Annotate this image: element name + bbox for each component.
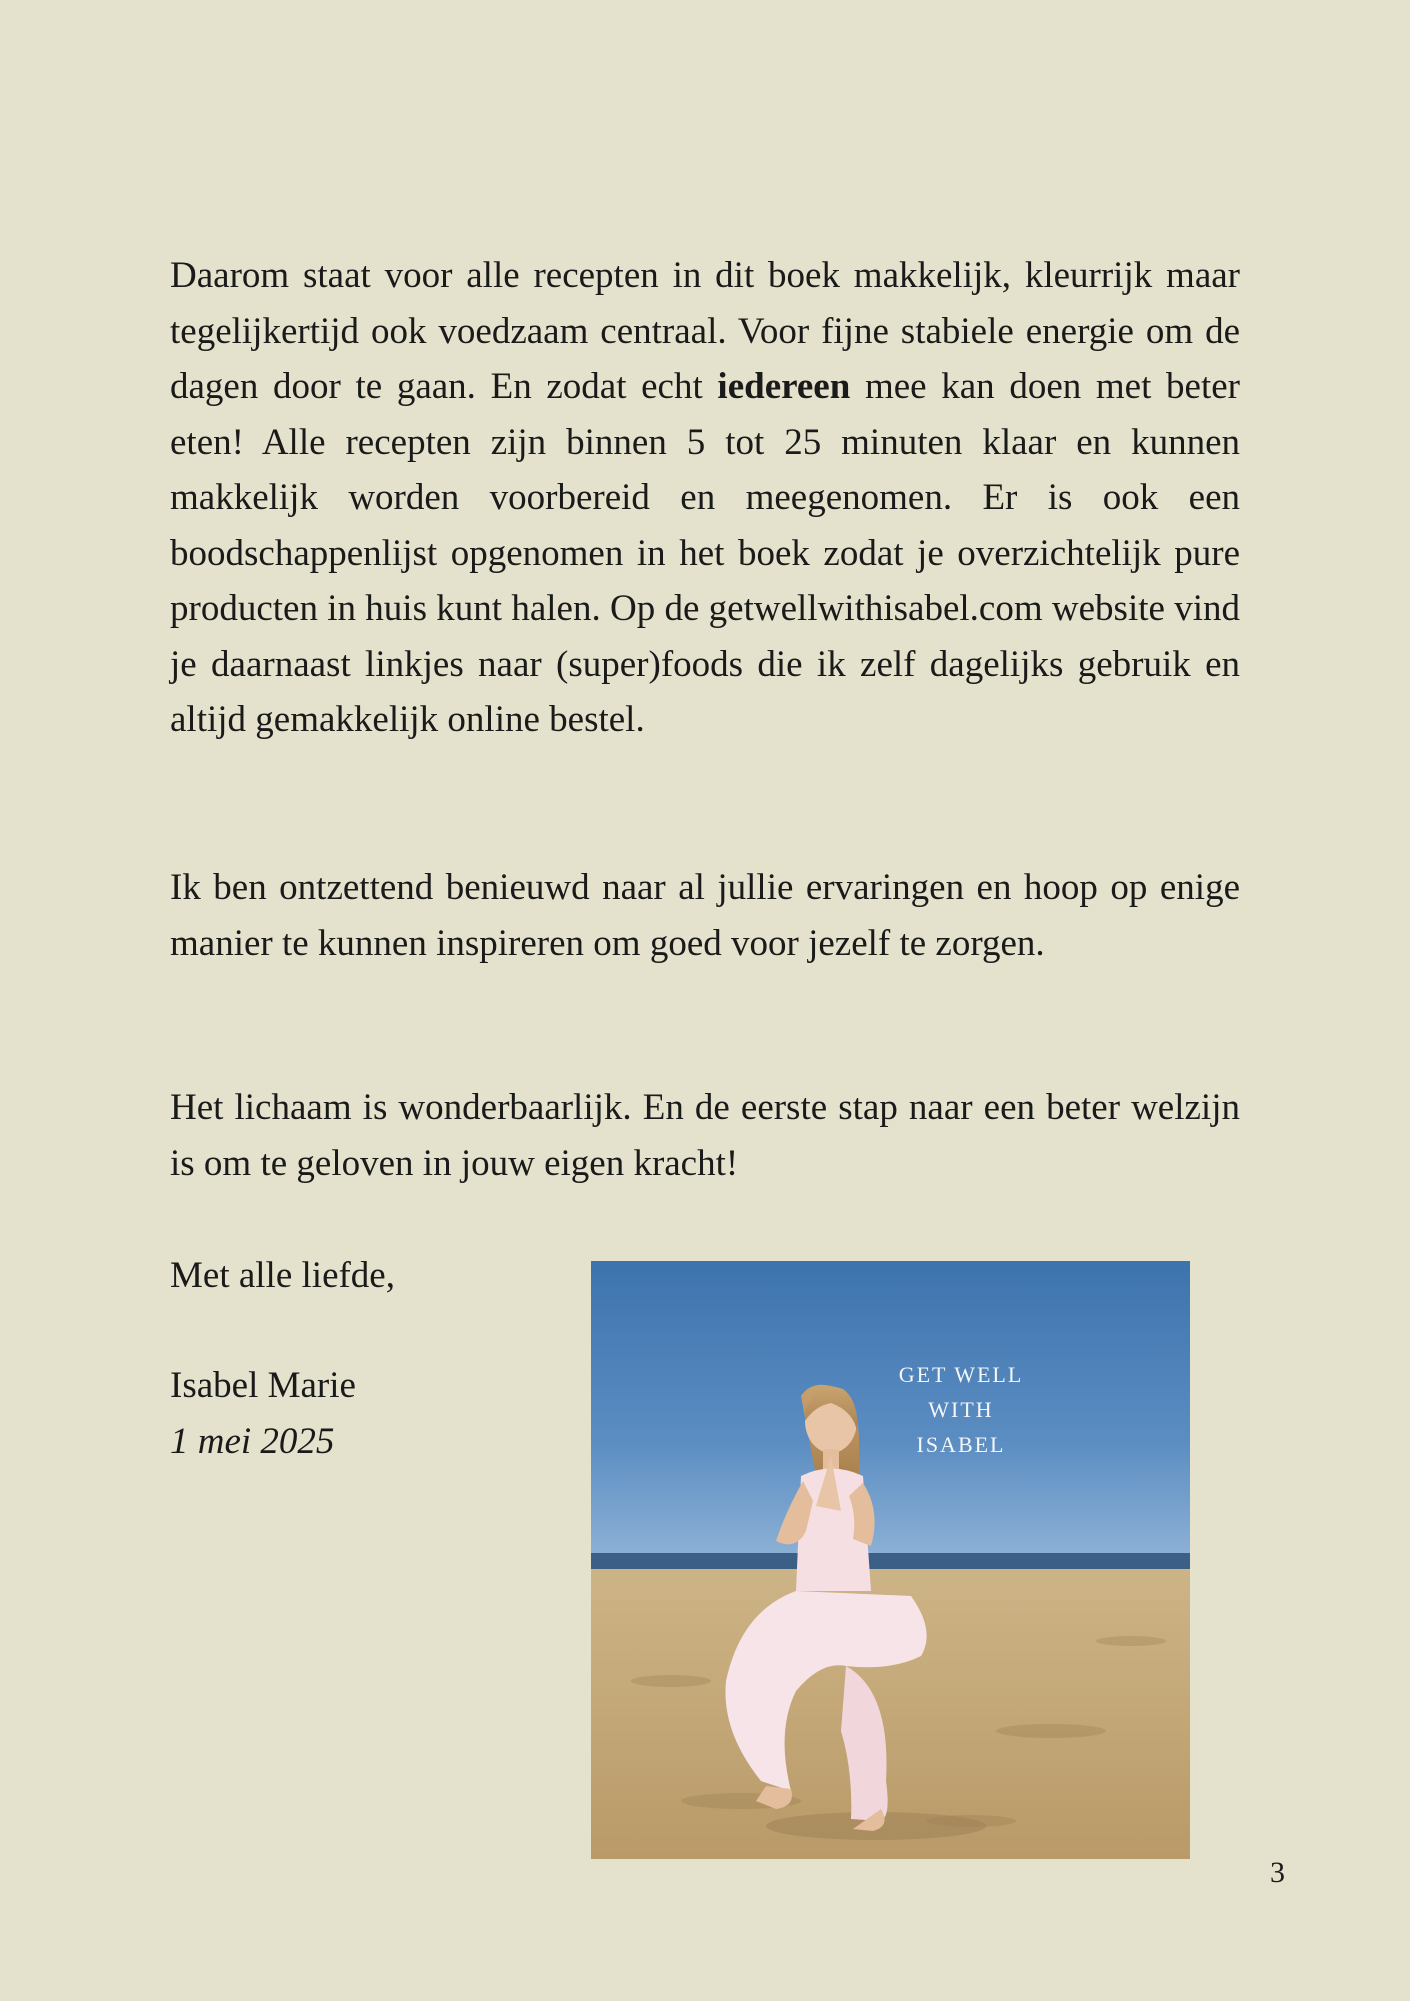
signature-date: 1 mei 2025 <box>170 1421 335 1462</box>
photo-caption-line1: GET WELL WITH <box>898 1362 1024 1422</box>
paragraph-intro-after: mee kan doen met beter eten! Alle recepten zijn binnen 5 tot 25 minuten klaar en kunnen makkelijk worden voorbereid en meegenomen. Er is ook een boodschappenlijst opgenomen in het boek zodat je overzichtelijk pure producten in huis kunt halen. Op de getwellwithisabel.com website vind je daarnaast linkjes naar (super)foods die ik zelf dagelijks gebruik en altijd gemakkelijk online bestel. <box>170 366 1240 740</box>
beach-yoga-illustration <box>591 1261 1190 1859</box>
page-number: 3 <box>1270 1856 1285 1889</box>
paragraph-inspiration: Ik ben ontzettend benieuwd naar al jullie ervaringen en hoop op enige manier te kunnen inspireren om goed voor jezelf te zorgen. <box>170 867 1240 964</box>
sea <box>591 1553 1190 1571</box>
paragraph-intro-before: Daarom staat voor alle recepten in dit boek makkelijk, kleurrijk maar tegelijkertijd ook voedzaam centraal. Voor fijne stabiele energie om de dagen door te gaan. En zodat echt <box>170 255 1240 407</box>
beach-yoga-photo <box>591 1261 1190 1859</box>
photo-caption-line2: ISABEL <box>916 1432 1006 1457</box>
emphasis-iedereen: iedereen <box>717 366 851 407</box>
closing-greeting: Met alle liefde, <box>170 1255 395 1296</box>
paragraph-intro <box>170 248 1240 748</box>
signature-name: Isabel Marie <box>170 1365 356 1406</box>
paragraph-body-strength: Het lichaam is wonderbaarlijk. En de eerste stap naar een beter welzijn is om te geloven in jouw eigen kracht! <box>170 1087 1240 1184</box>
photo-caption <box>871 1357 1051 1462</box>
